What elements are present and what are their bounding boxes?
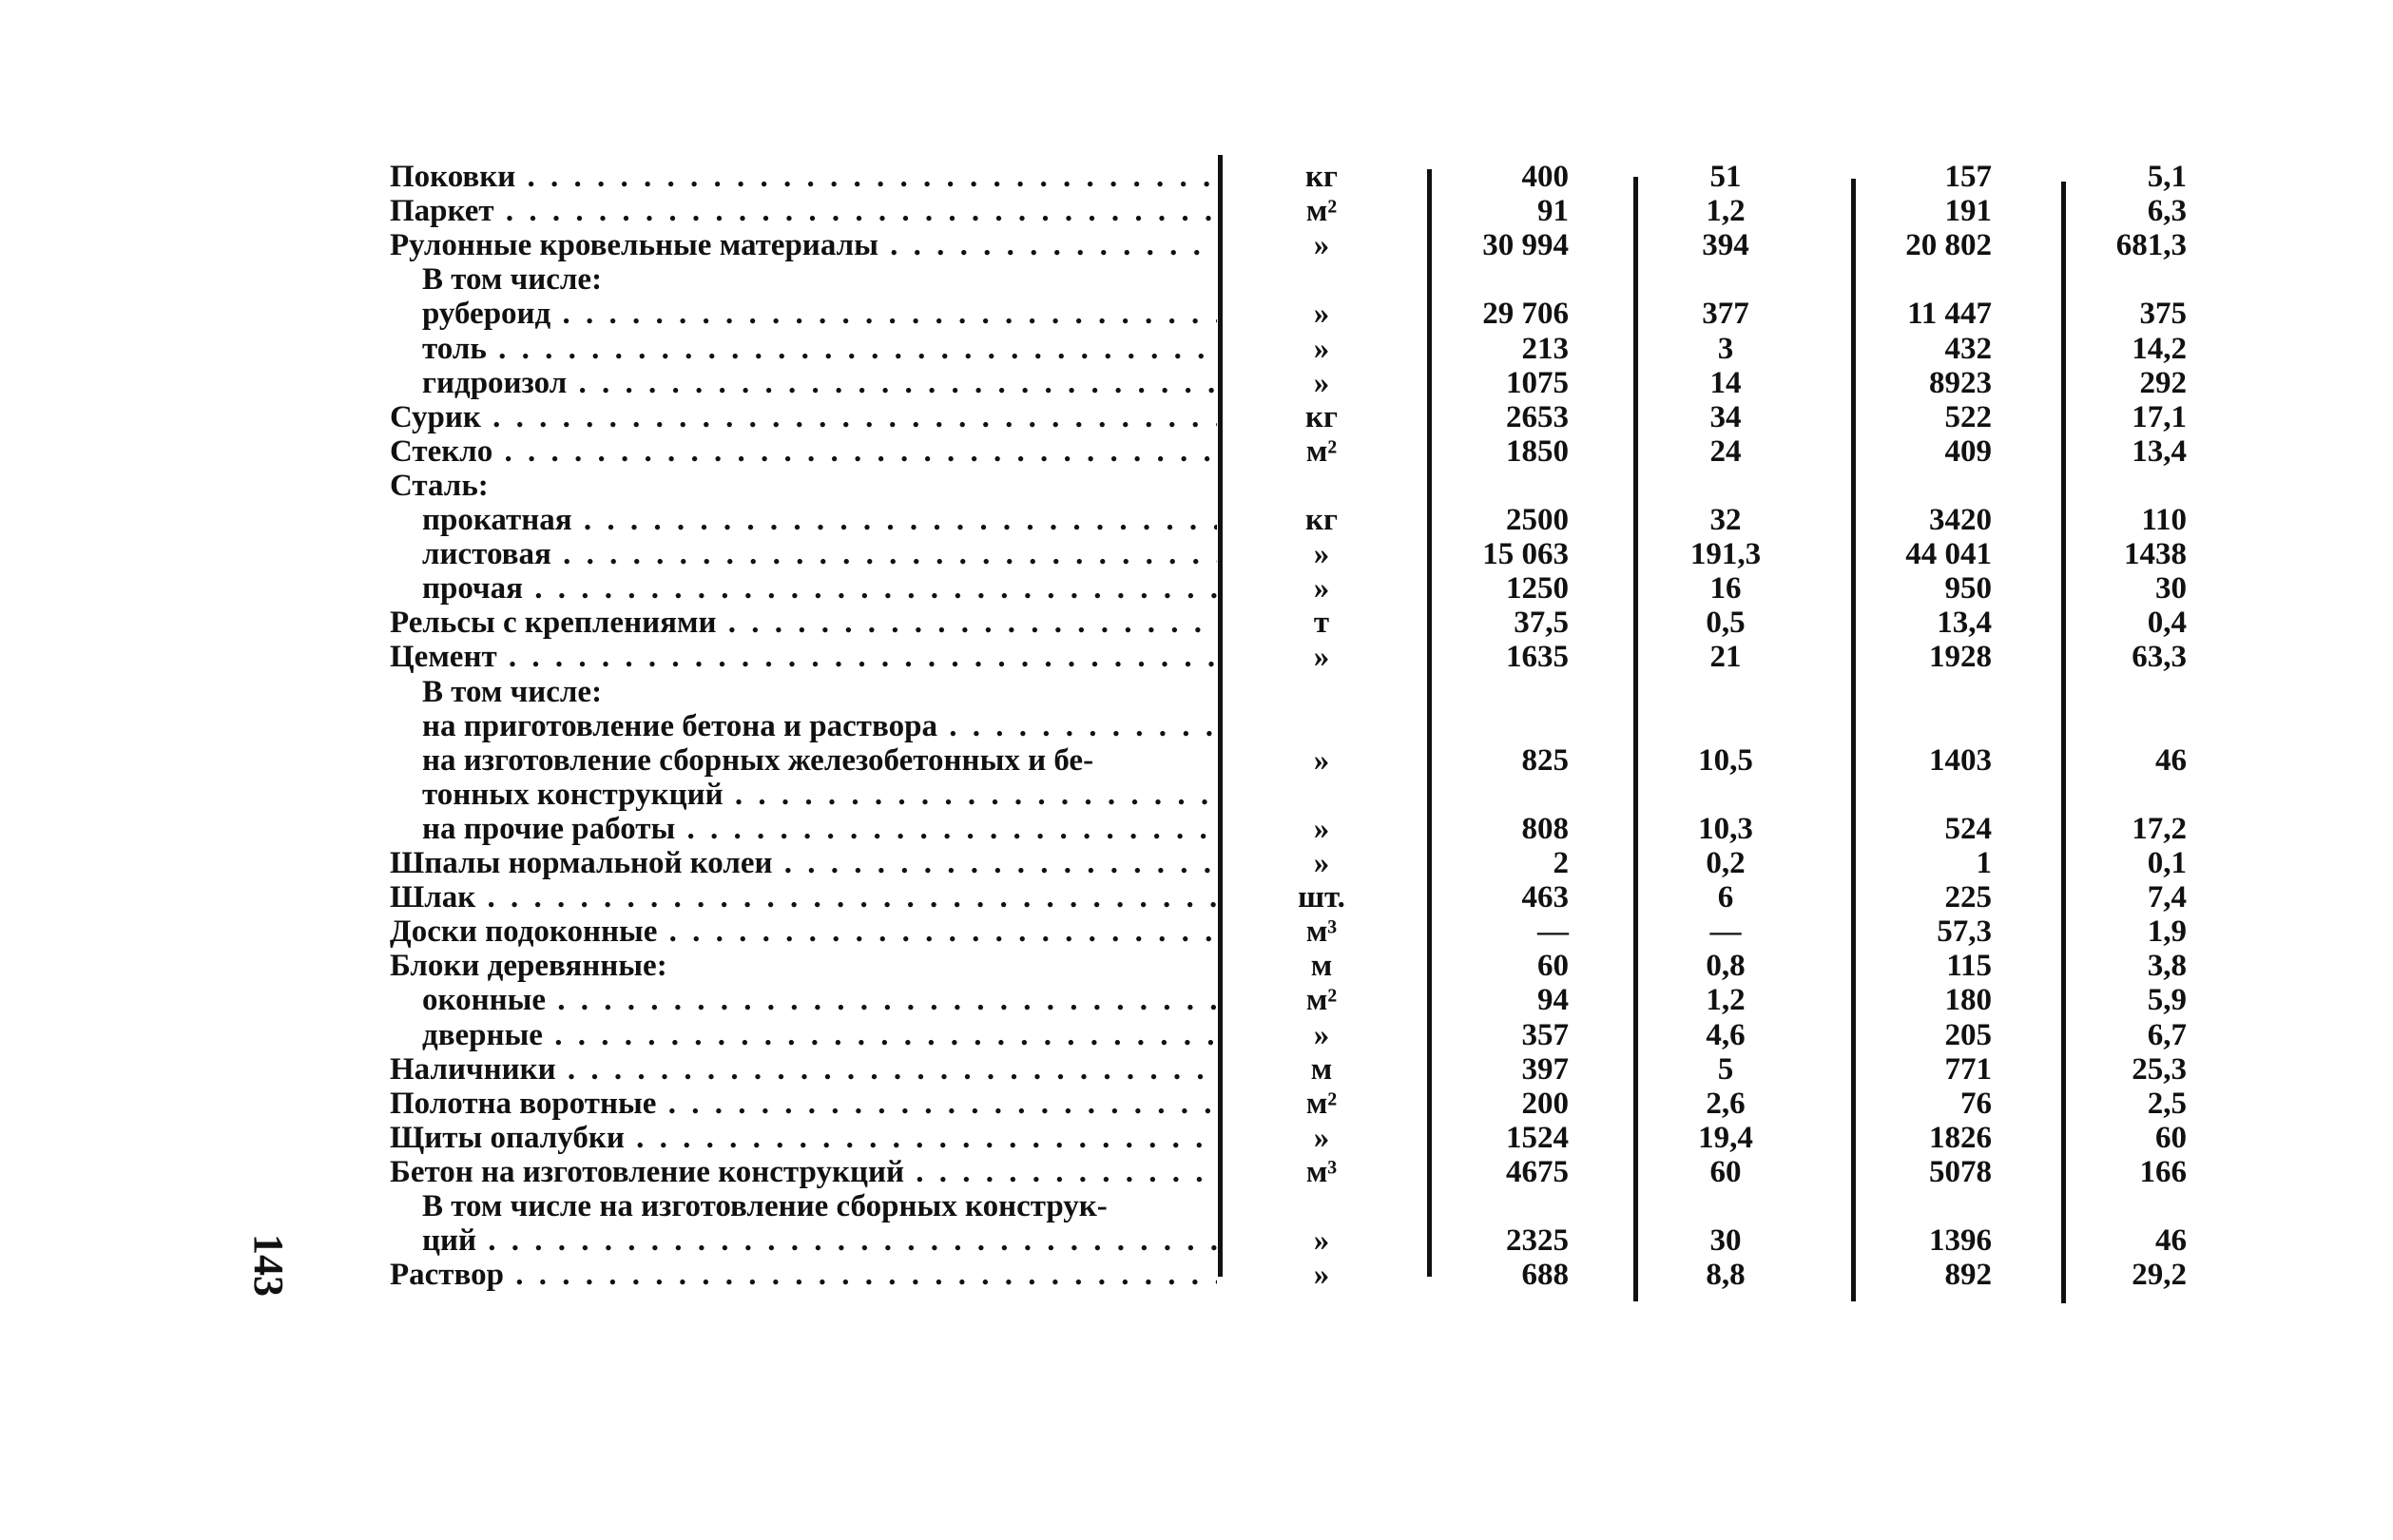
row-value-3: 3420	[1929, 503, 1992, 537]
row-value-1: 213	[1521, 332, 1569, 366]
row-name: Бетон на изготовление конструкций . . .	[390, 1155, 1217, 1189]
row-value-3: 522	[1944, 400, 1992, 434]
row-value-3: 44 041	[1905, 537, 1992, 571]
row-name: ций . . .	[422, 1223, 1217, 1258]
row-unit: м²	[1305, 434, 1338, 469]
table-row	[0, 949, 2393, 983]
row-value-2: 32	[1709, 503, 1742, 537]
row-unit: м	[1310, 1052, 1333, 1087]
row-name: рубероид . . .	[422, 297, 1217, 331]
row-unit: »	[1313, 640, 1330, 674]
row-unit: шт.	[1298, 880, 1345, 914]
row-value-2: 60	[1709, 1155, 1742, 1189]
row-value-4: 0,4	[2147, 606, 2187, 640]
row-unit: м	[1310, 949, 1333, 983]
row-value-3: 11 447	[1907, 297, 1992, 331]
row-value-3: 57,3	[1937, 914, 1992, 949]
row-value-2: 51	[1709, 160, 1742, 194]
row-value-3: 225	[1944, 880, 1992, 914]
table-row	[0, 640, 2393, 674]
row-value-1: 91	[1537, 194, 1569, 228]
row-value-1: 30 994	[1482, 228, 1569, 262]
row-unit: м³	[1305, 1155, 1338, 1189]
table-row	[0, 983, 2393, 1017]
row-unit: »	[1313, 537, 1330, 571]
row-value-4: 0,1	[2147, 846, 2187, 880]
row-unit: »	[1313, 1258, 1330, 1292]
row-name: на прочие работы . . .	[422, 812, 1217, 846]
row-name: Доски подоконные . . .	[390, 914, 1217, 949]
row-value-4: 13,4	[2132, 434, 2187, 469]
row-value-4: 46	[2155, 743, 2187, 778]
row-name: Цемент . . .	[390, 640, 1217, 674]
row-value-3: 1396	[1929, 1223, 1992, 1258]
row-value-1: 808	[1521, 812, 1569, 846]
row-value-3: 1928	[1929, 640, 1992, 674]
row-value-3: 1826	[1929, 1121, 1992, 1155]
row-name: прочая . . .	[422, 571, 1217, 606]
row-value-4: 46	[2155, 1223, 2187, 1258]
row-name: В том числе на изготовление сборных конструк-	[422, 1189, 1108, 1223]
row-name: Полотна воротные . . .	[390, 1087, 1217, 1121]
table-row	[0, 812, 2393, 846]
row-value-3: 432	[1944, 332, 1992, 366]
row-value-4: 375	[2139, 297, 2187, 331]
row-name: на изготовление сборных железобетонных и бе-	[422, 743, 1094, 778]
row-unit: »	[1313, 228, 1330, 262]
row-value-1: 688	[1521, 1258, 1569, 1292]
row-value-4: 29,2	[2132, 1258, 2187, 1292]
row-name: Сурик . . .	[390, 400, 1217, 434]
row-value-3: 8923	[1929, 366, 1992, 400]
row-value-4: 30	[2155, 571, 2187, 606]
row-value-2: 2,6	[1706, 1087, 1746, 1121]
row-unit: »	[1313, 1018, 1330, 1052]
row-value-3: 20 802	[1905, 228, 1992, 262]
table-row	[0, 1258, 2393, 1292]
table-row	[0, 297, 2393, 331]
table-row	[0, 1155, 2393, 1189]
row-name: Раствор . . .	[390, 1258, 1217, 1292]
table-row	[0, 228, 2393, 262]
table-row	[0, 675, 2393, 709]
row-name: В том числе:	[422, 262, 603, 297]
row-unit: »	[1313, 812, 1330, 846]
table-row	[0, 1121, 2393, 1155]
row-unit: »	[1313, 366, 1330, 400]
column-rule-c2	[1851, 179, 1856, 1301]
row-name: дверные . . .	[422, 1018, 1217, 1052]
row-value-1: 1850	[1506, 434, 1569, 469]
row-name: Шпалы нормальной колеи . . .	[390, 846, 1217, 880]
table-row	[0, 262, 2393, 297]
row-name: Стекло . . .	[390, 434, 1217, 469]
row-value-3: 76	[1960, 1087, 1992, 1121]
row-value-1: 397	[1521, 1052, 1569, 1087]
row-value-2: 191,3	[1689, 537, 1762, 571]
row-value-4: 6,7	[2147, 1018, 2187, 1052]
table-row	[0, 434, 2393, 469]
row-value-3: 191	[1944, 194, 1992, 228]
row-value-2: 4,6	[1706, 1018, 1746, 1052]
row-value-3: 1	[1976, 846, 1992, 880]
row-value-1: 94	[1537, 983, 1569, 1017]
table-row	[0, 880, 2393, 914]
row-value-1: 1524	[1506, 1121, 1569, 1155]
row-value-3: 180	[1944, 983, 1992, 1017]
row-unit: »	[1313, 571, 1330, 606]
row-name: Поковки . . .	[390, 160, 1217, 194]
column-rule-c3	[2061, 182, 2066, 1303]
row-name: Шлак . . .	[390, 880, 1217, 914]
row-value-3: 892	[1944, 1258, 1992, 1292]
row-value-4: 17,1	[2132, 400, 2187, 434]
row-value-1: 2325	[1506, 1223, 1569, 1258]
row-value-4: 1,9	[2147, 914, 2187, 949]
table-row	[0, 1087, 2393, 1121]
column-rule-c1	[1633, 177, 1638, 1301]
row-unit: »	[1313, 743, 1330, 778]
row-name: гидроизол . . .	[422, 366, 1217, 400]
row-unit: кг	[1305, 503, 1338, 537]
row-value-2: 8,8	[1706, 1258, 1746, 1292]
row-value-2: 5	[1717, 1052, 1734, 1087]
row-value-4: 25,3	[2132, 1052, 2187, 1087]
row-value-4: 5,9	[2147, 983, 2187, 1017]
table-row	[0, 1223, 2393, 1258]
row-value-1: 1635	[1506, 640, 1569, 674]
row-value-1: 357	[1521, 1018, 1569, 1052]
table-row	[0, 503, 2393, 537]
row-value-2: 0,8	[1706, 949, 1746, 983]
row-unit: т	[1313, 606, 1330, 640]
row-value-4: 5,1	[2147, 160, 2187, 194]
row-value-3: 13,4	[1937, 606, 1992, 640]
row-value-2: 21	[1709, 640, 1742, 674]
row-value-3: 409	[1944, 434, 1992, 469]
row-name: Наличники . . .	[390, 1052, 1217, 1087]
row-name: на приготовление бетона и раствора . . .	[422, 709, 1217, 743]
table-row	[0, 1189, 2393, 1223]
row-value-2: 19,4	[1698, 1121, 1753, 1155]
table-row	[0, 537, 2393, 571]
row-value-4: 14,2	[2132, 332, 2187, 366]
row-name: Щиты опалубки . . .	[390, 1121, 1217, 1155]
row-value-4: 63,3	[2132, 640, 2187, 674]
row-name: Блоки деревянные:	[390, 949, 667, 983]
row-name: толь . . .	[422, 332, 1217, 366]
row-value-3: 950	[1944, 571, 1992, 606]
table-row	[0, 1018, 2393, 1052]
row-value-2: 30	[1709, 1223, 1742, 1258]
row-value-2: 0,5	[1706, 606, 1746, 640]
row-unit: м²	[1305, 1087, 1338, 1121]
row-value-2: 10,3	[1698, 812, 1753, 846]
row-value-1: 1250	[1506, 571, 1569, 606]
row-unit: м²	[1305, 983, 1338, 1017]
row-value-3: 524	[1944, 812, 1992, 846]
row-value-1: 1075	[1506, 366, 1569, 400]
table-row	[0, 1052, 2393, 1087]
row-value-4: 17,2	[2132, 812, 2187, 846]
row-value-4: 2,5	[2147, 1087, 2187, 1121]
row-value-2: 14	[1709, 366, 1742, 400]
row-name: Рулонные кровельные материалы . . .	[390, 228, 1217, 262]
row-value-3: 115	[1946, 949, 1992, 983]
row-value-4: 292	[2139, 366, 2187, 400]
column-rule-unit	[1427, 169, 1432, 1277]
table-row	[0, 400, 2393, 434]
row-value-4: 3,8	[2147, 949, 2187, 983]
row-value-2: 16	[1709, 571, 1742, 606]
row-value-3: 5078	[1929, 1155, 1992, 1189]
row-value-1: 15 063	[1482, 537, 1569, 571]
row-value-2: 24	[1709, 434, 1742, 469]
row-value-2: 1,2	[1706, 194, 1746, 228]
row-value-2: 377	[1702, 297, 1749, 331]
row-value-4: 60	[2155, 1121, 2187, 1155]
table-row	[0, 743, 2393, 778]
row-name: Паркет . . .	[390, 194, 1217, 228]
row-value-1: 4675	[1506, 1155, 1569, 1189]
row-value-1: 60	[1537, 949, 1569, 983]
column-rule-names	[1218, 155, 1223, 1277]
row-name: листовая . . .	[422, 537, 1217, 571]
row-value-2: 3	[1717, 332, 1734, 366]
row-value-4: 6,3	[2147, 194, 2187, 228]
row-name: прокатная . . .	[422, 503, 1217, 537]
row-unit: м²	[1305, 194, 1338, 228]
table-row	[0, 914, 2393, 949]
row-value-4: 1438	[2124, 537, 2187, 571]
table-row	[0, 332, 2393, 366]
row-value-2: 394	[1702, 228, 1749, 262]
row-value-1: 463	[1521, 880, 1569, 914]
row-unit: »	[1313, 297, 1330, 331]
row-name: Рельсы с креплениями . . .	[390, 606, 1217, 640]
table-row	[0, 709, 2393, 743]
row-value-4: 166	[2139, 1155, 2187, 1189]
row-value-4: 7,4	[2147, 880, 2187, 914]
row-value-2: 0,2	[1706, 846, 1746, 880]
row-value-1: —	[1537, 914, 1569, 949]
row-name: В том числе:	[422, 675, 603, 709]
row-value-3: 157	[1944, 160, 1992, 194]
row-value-2: —	[1709, 914, 1742, 949]
row-unit: м³	[1305, 914, 1338, 949]
row-name: тонных конструкций . . .	[422, 778, 1217, 812]
row-value-1: 2500	[1506, 503, 1569, 537]
row-value-3: 771	[1944, 1052, 1992, 1087]
row-value-2: 1,2	[1706, 983, 1746, 1017]
table-row	[0, 571, 2393, 606]
row-value-1: 400	[1521, 160, 1569, 194]
row-unit: »	[1313, 1121, 1330, 1155]
row-unit: »	[1313, 846, 1330, 880]
row-value-2: 10,5	[1698, 743, 1753, 778]
table-row	[0, 846, 2393, 880]
row-value-4: 681,3	[2115, 228, 2187, 262]
table-row	[0, 160, 2393, 194]
row-name: Сталь:	[390, 469, 489, 503]
row-unit: »	[1313, 1223, 1330, 1258]
row-value-2: 34	[1709, 400, 1742, 434]
row-value-4: 110	[2141, 503, 2187, 537]
row-unit: »	[1313, 332, 1330, 366]
table-row	[0, 469, 2393, 503]
row-value-1: 825	[1521, 743, 1569, 778]
table-row	[0, 606, 2393, 640]
row-value-1: 2653	[1506, 400, 1569, 434]
row-name: оконные . . .	[422, 983, 1217, 1017]
table-row	[0, 778, 2393, 812]
row-value-1: 29 706	[1482, 297, 1569, 331]
row-value-1: 2	[1553, 846, 1569, 880]
table-row	[0, 366, 2393, 400]
page-number: 143	[245, 1234, 292, 1297]
row-unit: кг	[1305, 160, 1338, 194]
row-value-2: 6	[1717, 880, 1734, 914]
table-row	[0, 194, 2393, 228]
row-value-3: 1403	[1929, 743, 1992, 778]
row-value-1: 200	[1521, 1087, 1569, 1121]
row-value-1: 37,5	[1514, 606, 1569, 640]
row-value-3: 205	[1944, 1018, 1992, 1052]
row-unit: кг	[1305, 400, 1338, 434]
